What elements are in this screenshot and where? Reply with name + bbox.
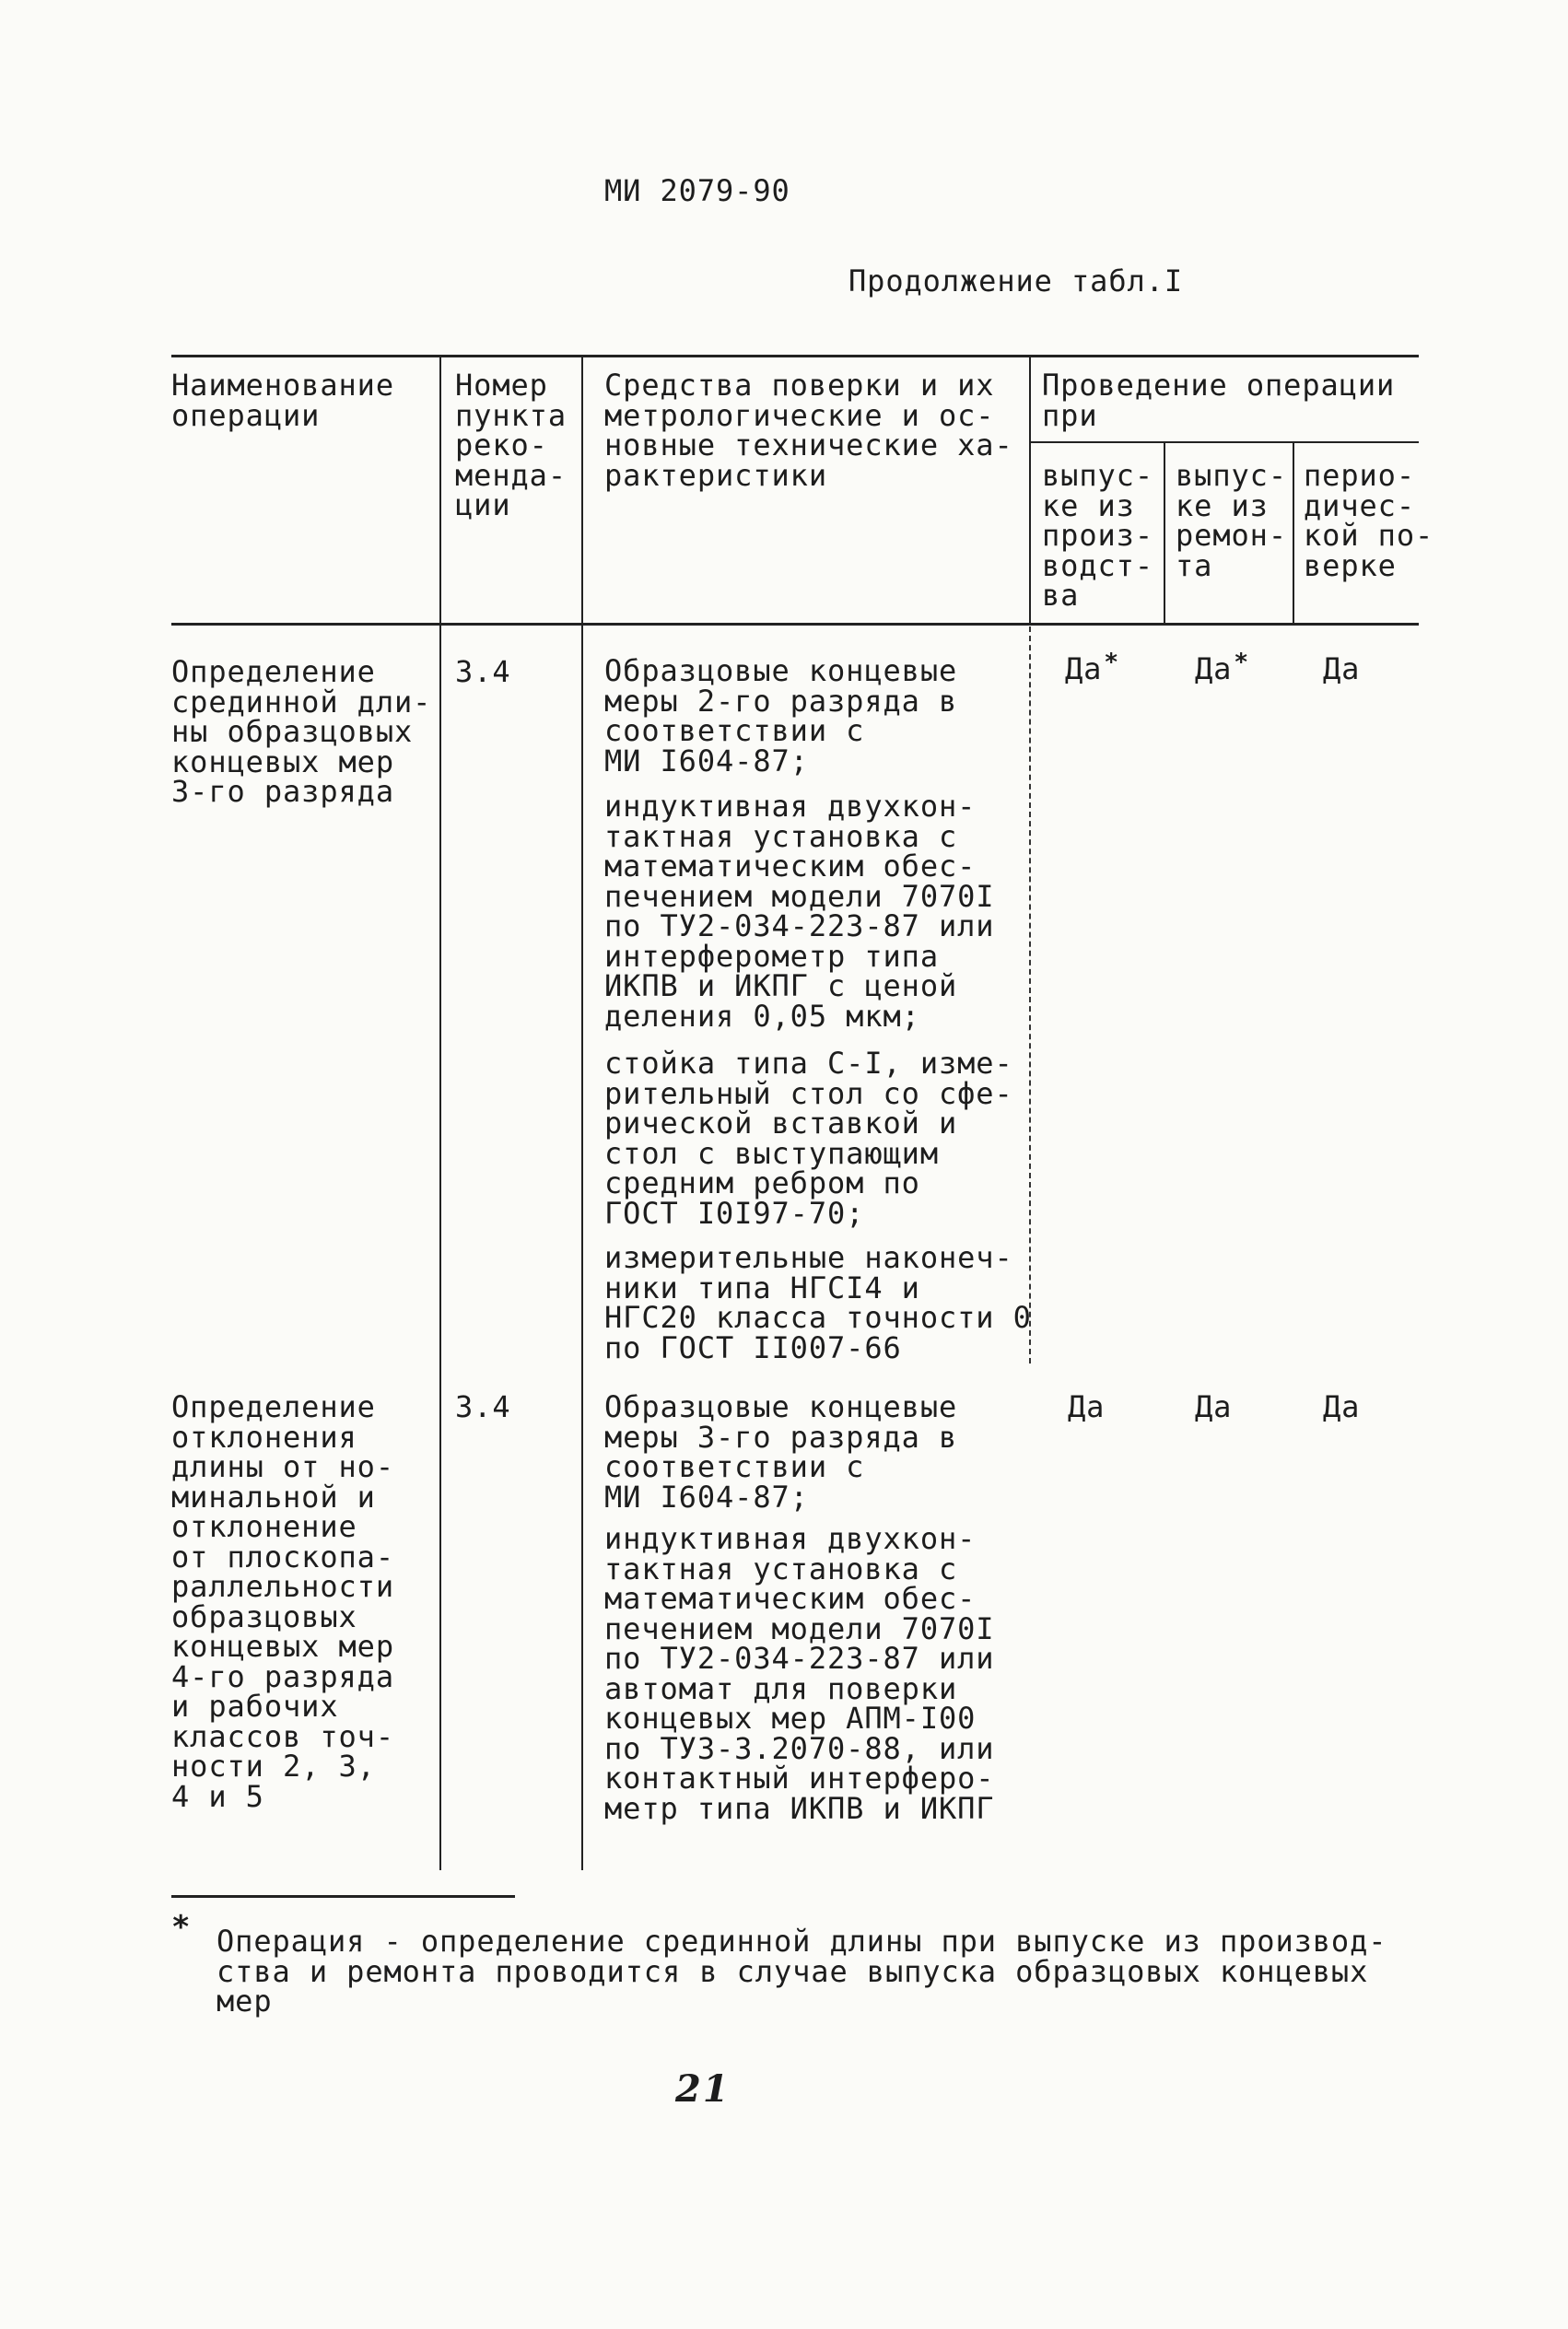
document-code: МИ 2079-90 — [604, 173, 790, 208]
table-rule-top — [171, 355, 1419, 357]
cell-clause-number: 3.4 — [455, 1389, 511, 1424]
header-periodic-verification: перио- дичес- кой по- верке — [1304, 458, 1434, 583]
cell-means-paragraph: индуктивная двухкон- тактная установка с математическим обес- печением модели 7070I по ТУ2-034-223-87 или автомат для поверки концевых мер АПМ-I00 по ТУ3-3.2070-88, или контактный интерферо- метр типа ИКПВ и ИКПГ — [604, 1521, 995, 1826]
cell-means-paragraph: индуктивная двухкон- тактная установка с математическим обес- печением модели 7070I по ТУ2-034-223-87 или интерферометр типа ИКПВ и ИКПГ с ценой деления 0,05 мкм; — [604, 789, 995, 1034]
header-release-repair: выпус- ке из ремон- та — [1176, 458, 1287, 583]
cell-release-repair — [1195, 1389, 1233, 1424]
header-release-production: выпус- ке из произ- водст- ва — [1042, 458, 1153, 613]
cell-value: Да — [1323, 651, 1361, 686]
footnote-mark: * — [1234, 649, 1249, 676]
cell-value: Да — [1195, 1389, 1233, 1424]
column-divider-5 — [1293, 442, 1294, 625]
cell-means-paragraph: стойка типа С-I, изме- рительный стол со сфе- рической вставкой и стол с выступающим средним ребром по ГОСТ I0I97-70; — [604, 1046, 1013, 1231]
cell-operation-name: Определение срединной дли- ны образцовых концевых мер 3-го разряда — [171, 654, 432, 809]
cell-periodic-verification — [1323, 1389, 1361, 1424]
cell-value: Да — [1195, 651, 1233, 686]
header-operation-name: Наименование операции — [171, 368, 394, 433]
column-divider-4 — [1164, 442, 1165, 625]
footnote-rule — [171, 1895, 515, 1898]
cell-value: Да — [1068, 1389, 1106, 1424]
footnote-mark: * — [1104, 649, 1119, 676]
cell-periodic-verification — [1323, 651, 1361, 686]
column-divider-2 — [581, 356, 583, 1870]
column-divider-3 — [1029, 356, 1031, 625]
cell-operation-name: Определение отклонения длины от но- минальной и отклонение от плоскопа- раллельности образцовых концевых мер 4-го разряда и рабочих классов точ- ности 2, 3, 4 и 5 — [171, 1389, 394, 1814]
footnote-text: Операция - определение срединной длины при выпуске из производ- ства и ремонта проводится в случае выпуска образцовых концевых мер — [216, 1924, 1387, 2019]
table-rule-header-bottom — [171, 623, 1419, 626]
cell-means-paragraph: измерительные наконеч- ники типа НГСI4 и НГС20 класса точности 0 по ГОСТ II007-66 — [604, 1240, 1032, 1365]
cell-release-production — [1068, 1389, 1106, 1424]
cell-means-paragraph: Образцовые концевые меры 2-го разряда в соответствии с МИ I604-87; — [604, 653, 958, 778]
cell-clause-number: 3.4 — [455, 654, 511, 689]
cell-release-production — [1065, 649, 1119, 687]
table-rule-subheader — [1030, 441, 1419, 443]
column-divider-1 — [439, 356, 441, 1870]
cell-value: Да — [1323, 1389, 1361, 1424]
header-conducted-at: Проведение операции при — [1042, 368, 1396, 433]
cell-value: Да — [1065, 651, 1103, 686]
header-verification-means: Средства поверки и их метрологические и ос- новные технические ха- рактеристики — [604, 368, 1013, 493]
page-number: 21 — [675, 2067, 731, 2111]
cell-means-paragraph: Образцовые концевые меры 3-го разряда в соответствии с МИ I604-87; — [604, 1389, 958, 1515]
table-continuation-label: Продолжение табл.I — [848, 263, 1183, 298]
header-clause-number: Номер пункта реко- менда- ции — [455, 368, 567, 522]
footnote-mark-symbol: * — [171, 1909, 192, 1946]
cell-release-repair — [1195, 649, 1249, 687]
